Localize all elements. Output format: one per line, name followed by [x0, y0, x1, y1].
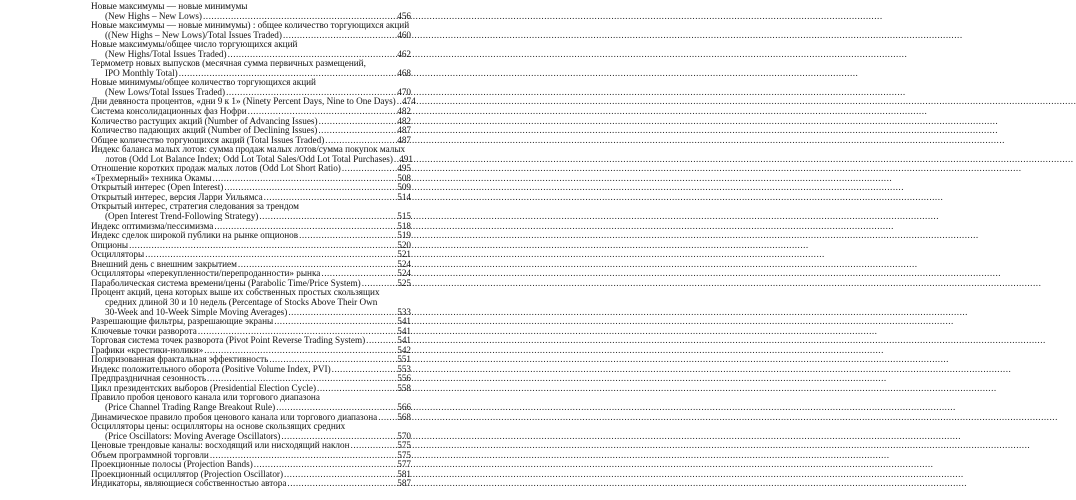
toc-entry-text: Динамическое правило пробоя ценового канала или торгового диапазона — [91, 411, 378, 422]
page-number: 533 — [397, 306, 411, 317]
page-number: 470 — [397, 86, 411, 97]
page-number: 521 — [397, 249, 411, 260]
toc-entry-text: (Price Oscillators: Moving Average Oscillators) — [105, 430, 281, 441]
toc-entry-text: Открытый интерес, версия Ларри Уильямса — [91, 191, 263, 202]
page-number: 456 — [397, 10, 411, 21]
toc-entry-text: Индекс сделок широкой публики на рынке опционов — [91, 230, 299, 241]
toc-entry — [91, 21, 411, 40]
page-number: 487 — [397, 125, 411, 136]
toc-entry-line — [91, 479, 411, 489]
toc-entry — [91, 2, 411, 21]
toc-entry-text: Открытый интерес, стратегия следования за трендом — [91, 201, 299, 212]
toc-entry-text: Разрешающие фильтры, разрешающие экраны — [91, 316, 274, 327]
page-number: 568 — [397, 411, 411, 422]
page-number: 556 — [397, 373, 411, 384]
toc-entry-text: Индекс положительного оборота (Positive Volume Index, PVI) — [91, 363, 331, 374]
dot-leader — [283, 31, 396, 41]
page-number: 575 — [397, 440, 411, 451]
page-number: 577 — [397, 459, 411, 470]
page-number: 515 — [397, 211, 411, 222]
toc-entry-text: Правило пробоя ценового канала или торгового диапазона — [91, 392, 320, 403]
toc-entry-text: Термометр новых выпусков (месячная сумма первичных размещений, — [91, 58, 366, 69]
toc-entry-text: (Open Interest Trend-Following Strategy) — [105, 211, 259, 222]
page-number: 508 — [397, 172, 411, 183]
page-number: 542 — [397, 344, 411, 355]
toc-entry-text: Процент акций, цена которых выше их собственных простых скользящих — [91, 287, 380, 298]
toc-entry-text: Опционы — [91, 239, 129, 250]
toc-entry-text: 30-Week and 10-Week Simple Moving Averages) — [105, 306, 288, 317]
dot-leader — [317, 384, 396, 394]
toc-entry-text: Цикл президентских выборов (Presidential Election Cycle) — [91, 382, 317, 393]
toc-entry-text: Новые максимумы/общее число торгующихся акций — [91, 39, 298, 50]
toc-entry-text: Открытый интерес (Open Interest) — [91, 182, 224, 193]
toc-entry-text: Индекс оптимизма/пессимизма — [91, 220, 214, 231]
toc-entry-text: Торговая система точек разворота (Pivot Point Reverse Trading System) — [91, 335, 366, 346]
dot-leader — [378, 413, 396, 423]
toc-entry-text: Осцилляторы — [91, 249, 145, 260]
toc-entry-text: ((New Highs – New Lows)/Total Issues Traded) — [105, 29, 282, 40]
page-number: 575 — [397, 449, 411, 460]
toc-entry-text: Проекционный осциллятор (Projection Oscillator) — [91, 468, 284, 479]
page-number: 482 — [397, 106, 411, 117]
toc-entry-text: Параболическая система времени/цены (Parabolic Time/Price System) — [91, 277, 361, 288]
toc-entry — [91, 59, 411, 78]
page-number: 541 — [397, 335, 411, 346]
toc-entry — [91, 40, 411, 59]
toc-entry-text: Ценовые трендовые каналы: восходящий или нисходящий наклон — [91, 440, 350, 451]
page-number: 474 — [401, 96, 416, 107]
toc-entry-text: Поляризованная фрактальная эффективность — [91, 354, 269, 365]
toc-entry-text: Система консолидационных фаз Нофри — [91, 106, 247, 117]
page-number: 491 — [399, 153, 413, 164]
toc-entry-text: «Трехмерный» техника Окамы — [91, 172, 212, 183]
toc-entry-text: Количество растущих акций (Number of Advancing Issues) — [91, 115, 318, 126]
toc-entry-text: (New Lows/Total Issues Traded) — [105, 86, 226, 97]
toc-entry-text: (Price Channel Trading Range Breakout Rule) — [105, 401, 276, 412]
toc-entry-text: лотов (Odd Lot Balance Index; Odd Lot Total Sales/Odd Lot Total Purchases) — [105, 153, 393, 164]
page-number: 541 — [397, 316, 411, 327]
toc-entry-text: (New Highs/Total Issues Traded) — [105, 48, 227, 59]
toc-entry — [91, 288, 411, 317]
page-number: 487 — [397, 134, 411, 145]
page-number: 558 — [397, 382, 411, 393]
toc-entry-text: (New Highs – New Lows) — [105, 10, 202, 21]
toc-entry-text: Дни девяноста процентов, «дни 9 к 1» (Ninety Percent Days, Nine to One Days) — [91, 96, 396, 107]
toc-entry-text: Проекционные полосы (Projection Bands) — [91, 459, 253, 470]
page-number: 553 — [397, 363, 411, 374]
page-number: 468 — [397, 67, 411, 78]
page-number: 495 — [397, 163, 411, 174]
toc-entry-text: Индекс баланса малых лотов: сумма продаж малых лотов/сумма покупок малых — [91, 144, 406, 155]
toc-entry-text: Предпраздничная сезонность — [91, 373, 207, 384]
toc-entry-text: Осцилляторы «перекупленности/перепроданности» рынка — [91, 268, 321, 279]
toc-entry-text: IPO Monthly Total) — [105, 67, 178, 78]
toc-entry-text: Отношение коротких продаж малых лотов (Odd Lot Short Ratio) — [91, 163, 341, 174]
dot-leader — [287, 479, 396, 489]
toc-entry-text: Новые минимумы/общее количество торгующихся акций — [91, 77, 316, 88]
page-number: 462 — [397, 48, 411, 59]
table-of-contents — [91, 1, 416, 489]
page-number: 541 — [397, 325, 411, 336]
toc-entry — [91, 393, 411, 412]
page-number: 509 — [397, 182, 411, 193]
toc-entry-text: Новые максимумы — новые минимумы — [91, 1, 248, 11]
toc-entry-text: Осцилляторы цены: осцилляторы на основе скользящих средних — [91, 421, 346, 432]
toc-entry-text: Общее количество торгующихся акций (Total Issues Traded) — [91, 134, 325, 145]
toc-entry-text: Графики «крестики-нолики» — [91, 344, 204, 355]
page-number: 570 — [397, 430, 411, 441]
toc-entry-text: Объем программной торговли — [91, 449, 209, 460]
page-number: 460 — [397, 29, 411, 40]
toc-entry — [91, 145, 411, 164]
page-number: 525 — [397, 277, 411, 288]
page-number: 587 — [397, 478, 411, 489]
page-number: 566 — [397, 401, 411, 412]
toc-entry — [91, 78, 411, 97]
page-number: 524 — [397, 258, 411, 269]
toc-entry-text: Количество падающих акций (Number of Declining Issues) — [91, 125, 318, 136]
toc-entry-text: Внешний день с внешним закрытием — [91, 258, 237, 269]
toc-entry — [91, 422, 411, 441]
page-number: 520 — [397, 239, 411, 250]
page-number: 518 — [397, 220, 411, 231]
page-number: 524 — [397, 268, 411, 279]
toc-entry-text: Ключевые точки разворота — [91, 325, 197, 336]
page-number: 551 — [397, 354, 411, 365]
toc-entry — [91, 479, 411, 489]
toc-entry-text: Новые максимумы — новые минимумы) : общее количество торгующихся акций — [91, 20, 410, 31]
page-number: 519 — [397, 230, 411, 241]
page-number: 482 — [397, 115, 411, 126]
page-number: 514 — [397, 191, 411, 202]
toc-entry-text: Индикаторы, являющиеся собственностью автора — [91, 478, 287, 489]
page-number: 581 — [397, 468, 411, 479]
toc-entry — [91, 202, 411, 221]
toc-entry-text: средних длиной 30 и 10 недель (Percentage of Stocks Above Their Own — [105, 296, 378, 307]
